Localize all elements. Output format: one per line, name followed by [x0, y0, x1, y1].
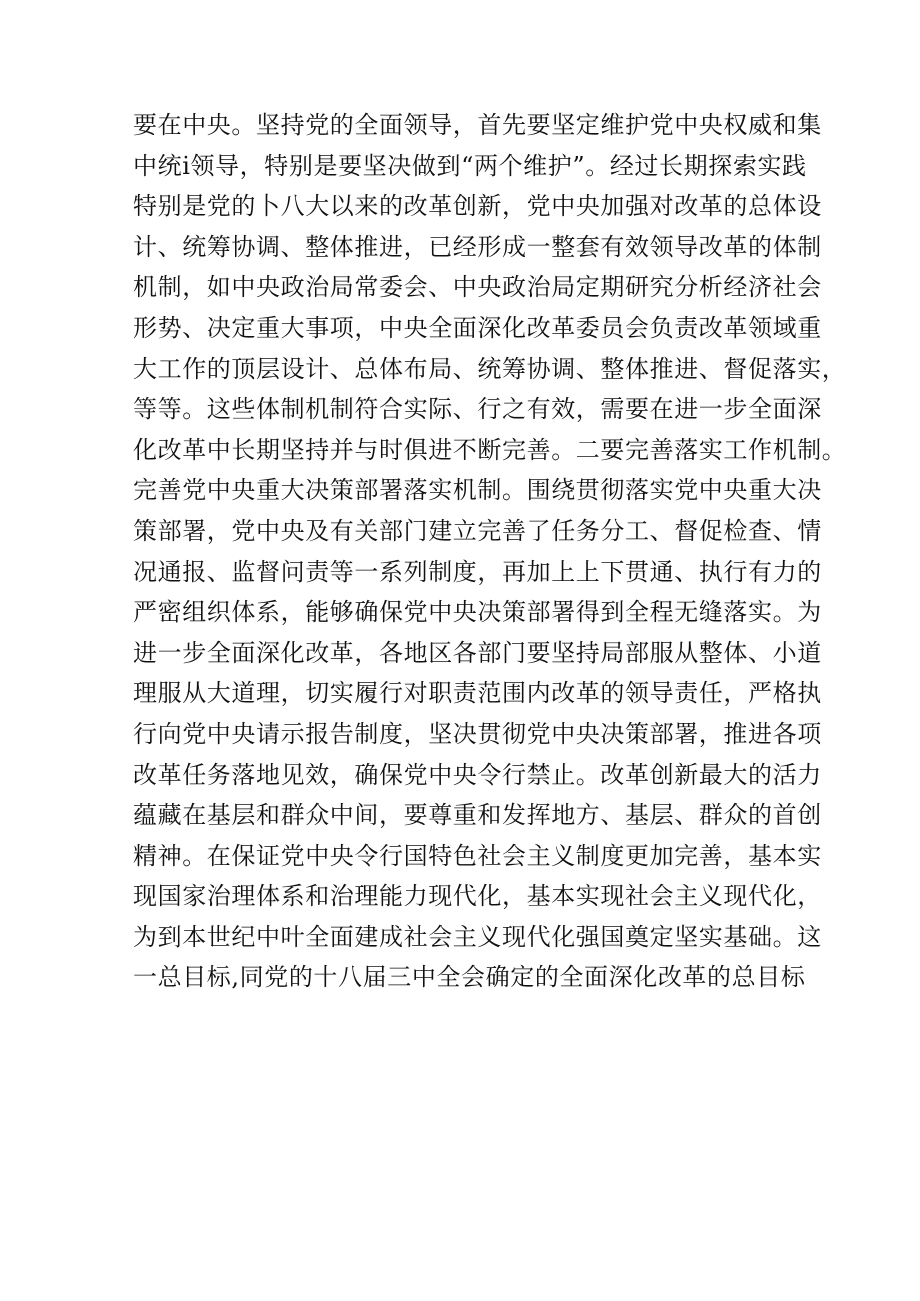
text-line: 行向党中央请示报告制度，坚决贯彻党中央决策部署，推进各项	[133, 719, 822, 748]
text-line: 中统i领导，特别是要坚决做到“两个维护”。经过长期探索实践	[133, 151, 807, 180]
text-line: 特别是党的卜八大以来的改革创新，党中央加强对改革的总体设	[133, 192, 822, 221]
text-line: 化改革中长期坚持并与时俱进不断完善。二要完善落实工作机制。	[133, 435, 847, 464]
text-line: 现国家治理体系和治理能力现代化，基本实现社会主义现代化，	[133, 882, 822, 911]
text-line: 要在中央。坚持党的全面领导，首先要坚定维护党中央权威和集	[133, 111, 822, 139]
text-line: 大工作的顶层设计、总体布局、统筹协调、整体推进、督促落实，	[133, 354, 847, 383]
text-line: 策部署，党中央及有关部门建立完善了任务分工、督促检查、情	[133, 516, 822, 545]
text-line: 严密组织体系，能够确保党中央决策部署得到全程无缝落实。为	[133, 598, 822, 627]
text-line: 理服从大道理，切实履行对职责范围内改革的领导责任，严格执	[133, 679, 822, 708]
text-line: 况通报、监督问责等一系列制度，再加上上下贯通、执行有力的	[133, 557, 822, 586]
text-line: 形势、决定重大事项，中央全面深化改革委员会负责改革领域重	[133, 313, 822, 342]
text-line: 精神。在保证党中央令行国特色社会主义制度更加完善，基本实	[133, 841, 822, 870]
text-line: 计、统筹协调、整体推进，已经形成一整套有效领导改革的体制	[133, 232, 822, 261]
document-body	[133, 105, 847, 998]
text-line: 改革任务落地见效，确保党中央令行禁止。改革创新最大的活力	[133, 760, 822, 789]
text-line: 蕴藏在基层和群众中间，要尊重和发挥地方、基层、群众的首创	[133, 801, 822, 830]
text-line: 为到本世纪中叶全面建成社会主义现代化强国奠定坚实基础。这	[133, 922, 822, 951]
text-line: 完善党中央重大决策部署落实机制。围绕贯彻落实党中央重大决	[133, 476, 822, 505]
text-line: 进一步全面深化改革，各地区各部门要坚持局部服从整体、小道	[133, 638, 822, 667]
text-line: 等等。这些体制机制符合实际、行之有效，需要在进一步全面深	[133, 395, 822, 424]
text-line: 机制，如中央政治局常委会、中央政治局定期研究分析经济社会	[133, 273, 822, 302]
text-line: 一总目标,同党的十八届三中全会确定的全面深化改革的总目标	[133, 963, 806, 992]
